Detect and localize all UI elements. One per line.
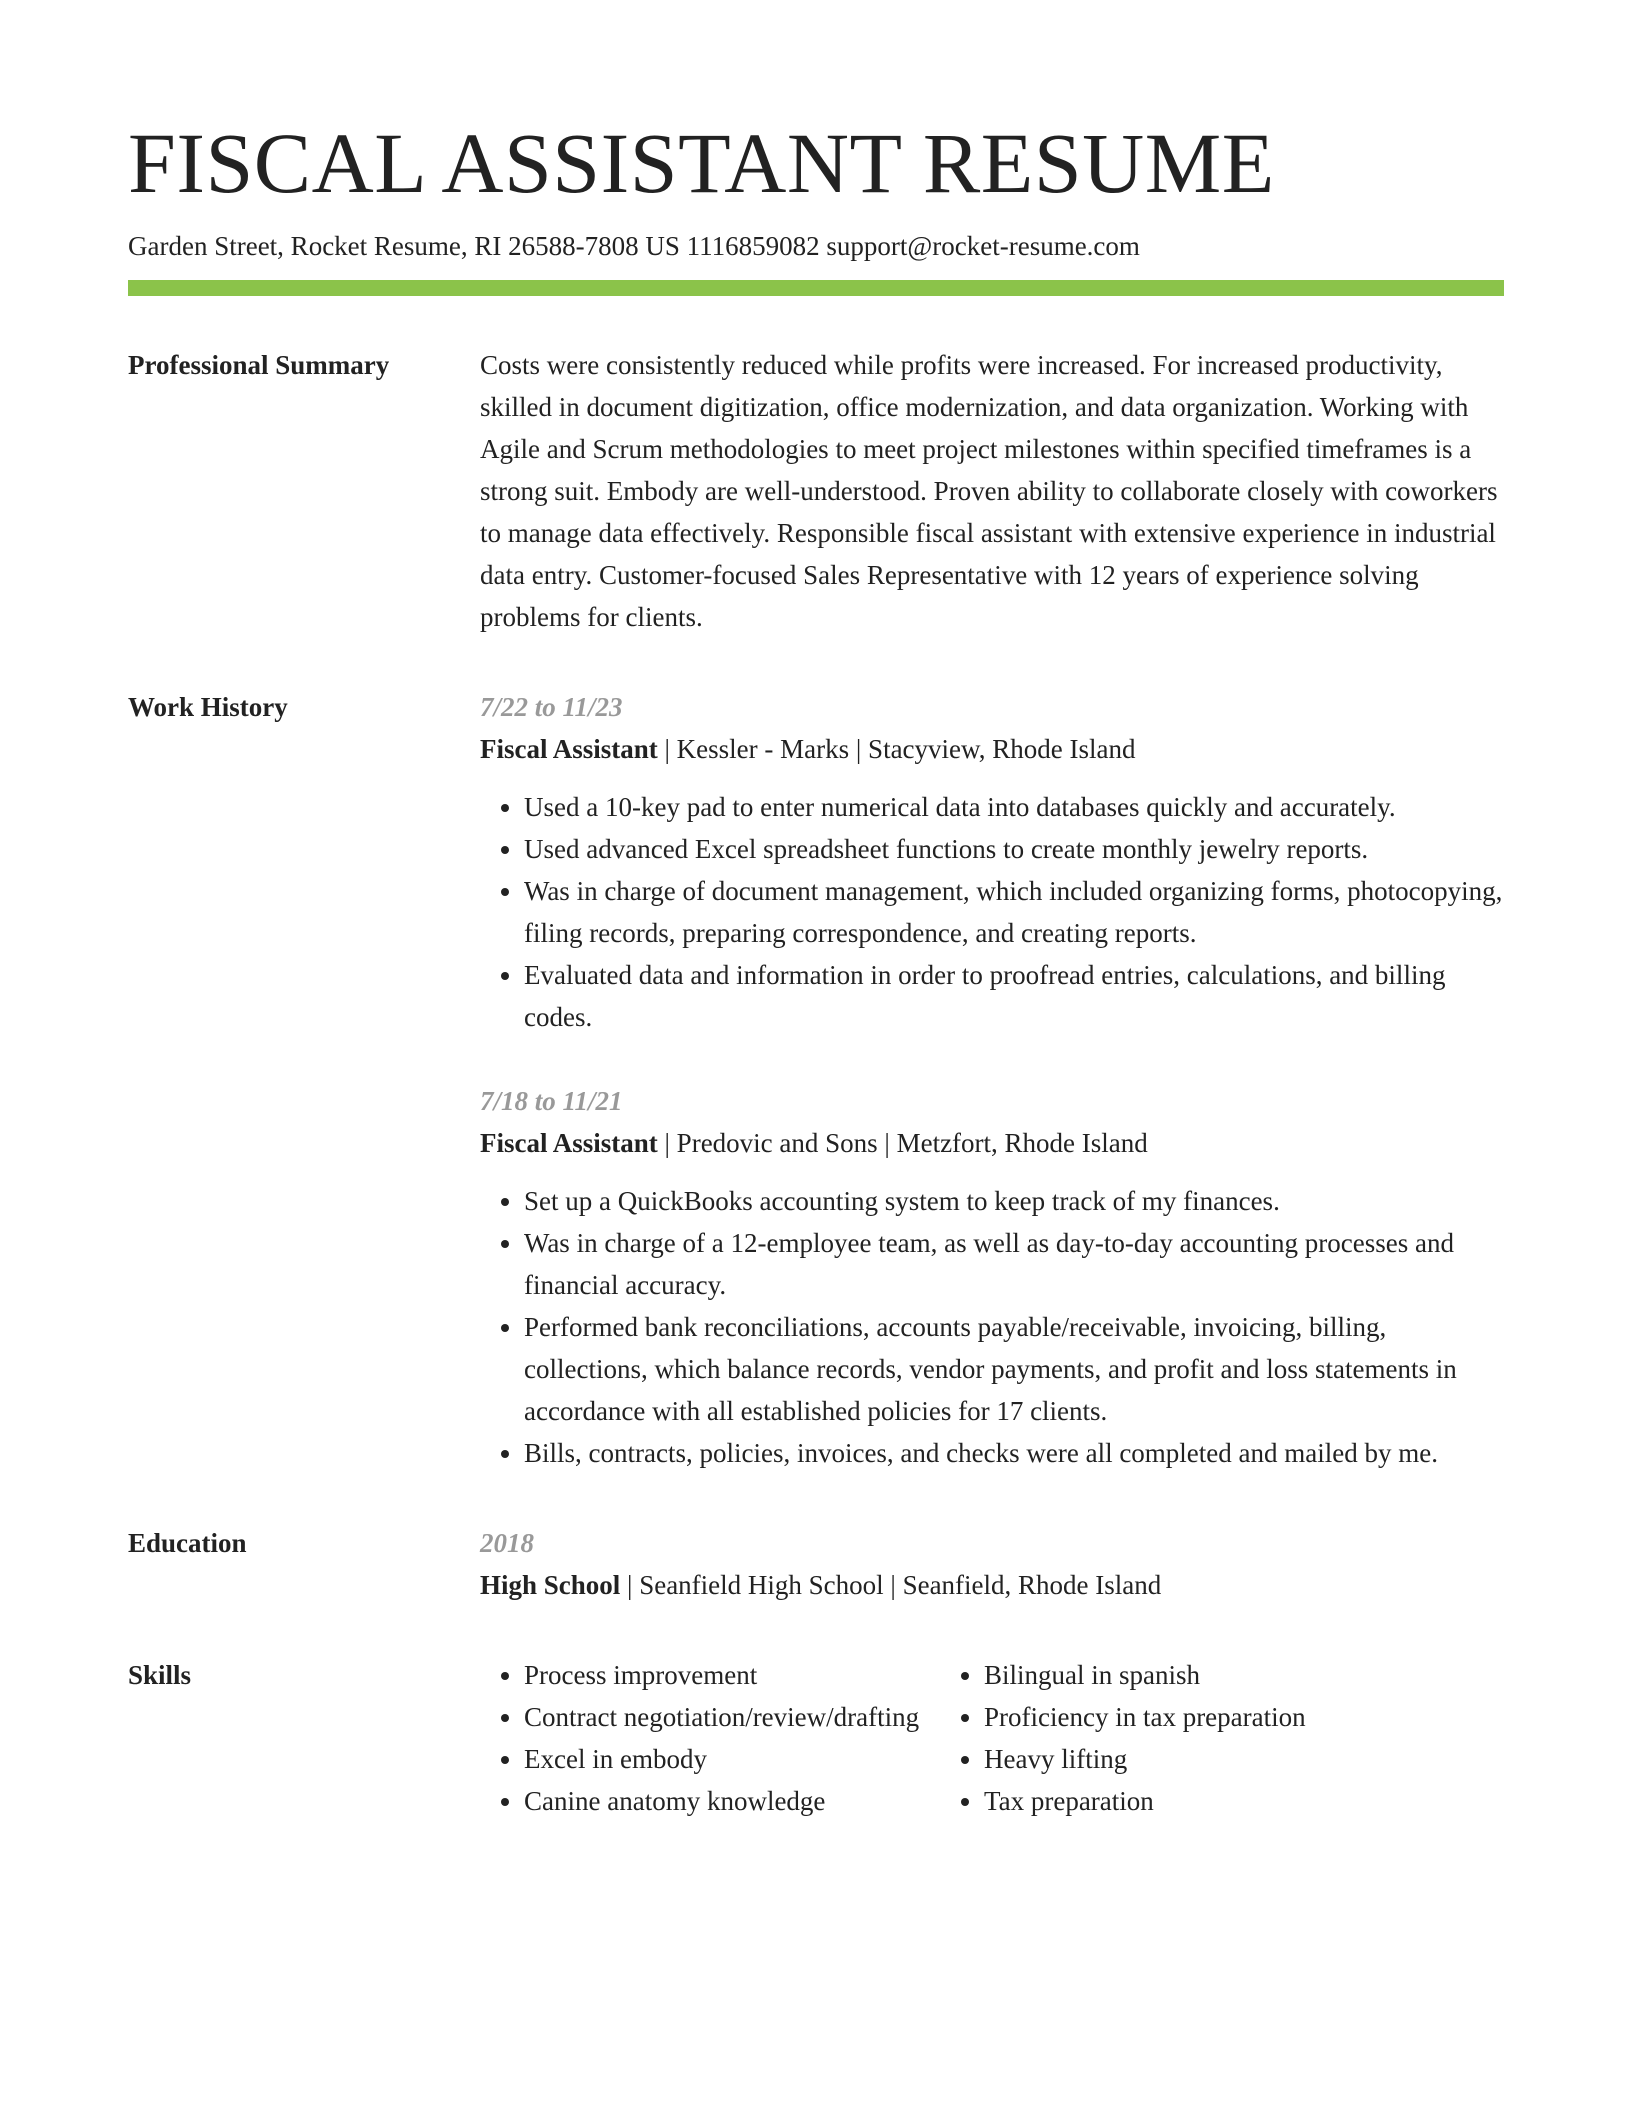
summary-body [480, 344, 1504, 638]
job-employer-location: | Predovic and Sons | Metzfort, Rhode Island [657, 1128, 1148, 1159]
job-title: Fiscal Assistant [480, 734, 658, 765]
skills-list-left [480, 1654, 940, 1822]
job-dates: 7/22 to 11/23 [480, 692, 623, 723]
skills-body [480, 1654, 1504, 1822]
education-degree: High School [480, 1570, 621, 1601]
resume-title: FISCAL ASSISTANT RESUME [128, 115, 1275, 211]
job-entry [480, 1080, 1504, 1474]
job-role-line [480, 1122, 1504, 1164]
job-duty: • Used advanced Excel spreadsheet functions to create monthly jewelry reports. [524, 828, 1504, 870]
summary-heading: Professional Summary [128, 350, 390, 381]
skill-item: • Heavy lifting [984, 1738, 1306, 1780]
job-duty: • Was in charge of document management, which included organizing forms, photocopying, filing records, preparing correspondence, and creating reports. [524, 870, 1504, 954]
work-history-section [128, 686, 1504, 1474]
job-employer-location: | Kessler - Marks | Stacyview, Rhode Island [657, 734, 1136, 765]
job-entry [480, 686, 1504, 1038]
job-duty: • Set up a QuickBooks accounting system to keep track of my finances. [524, 1180, 1504, 1222]
job-duty: • Performed bank reconciliations, accounts payable/receivable, invoicing, billing, collections, which balance records, vendor payments, and profit and loss statements in accordance with all established policies for 17 clients. [524, 1306, 1504, 1432]
education-year: 2018 [480, 1528, 534, 1559]
skills-heading: Skills [128, 1660, 192, 1691]
job-duty: • Was in charge of a 12-employee team, as well as day-to-day accounting processes and financial accuracy. [524, 1222, 1504, 1306]
job-duties-list [480, 1180, 1504, 1474]
job-duty: • Used a 10-key pad to enter numerical data into databases quickly and accurately. [524, 786, 1504, 828]
job-duties-list [480, 786, 1504, 1038]
skill-item: • Canine anatomy knowledge [524, 1780, 940, 1822]
skill-item: • Proficiency in tax preparation [984, 1696, 1306, 1738]
job-role-line [480, 728, 1504, 770]
skills-section [128, 1654, 1504, 1822]
skills-list-right [940, 1654, 1306, 1822]
education-body [480, 1522, 1504, 1606]
education-section [128, 1522, 1504, 1606]
skill-item: • Bilingual in spanish [984, 1654, 1306, 1696]
accent-divider [128, 280, 1504, 296]
job-duty: • Evaluated data and information in order to proofread entries, calculations, and billing codes. [524, 954, 1504, 1038]
work-history-body [480, 686, 1504, 1474]
work-history-heading: Work History [128, 692, 288, 723]
job-duty: • Bills, contracts, policies, invoices, and checks were all completed and mailed by me. [524, 1432, 1504, 1474]
summary-text: Costs were consistently reduced while profits were increased. For increased productivity, skilled in document digitization, office modernization, and data organization. Working with Agile and Scrum methodologies to meet project milestones within specified timeframes is a strong suit. Embody are well-understood. Proven ability to collaborate closely with coworkers to manage data effectively. Responsible fiscal assistant with extensive experience in industrial data entry. Customer-focused Sales Representative with 12 years of experience solving problems for clients. [480, 350, 1498, 633]
education-line [480, 1564, 1504, 1606]
skill-item: • Excel in embody [524, 1738, 940, 1780]
skill-item: • Contract negotiation/review/drafting [524, 1696, 940, 1738]
education-heading: Education [128, 1528, 247, 1559]
skill-item: • Tax preparation [984, 1780, 1306, 1822]
job-dates: 7/18 to 11/21 [480, 1086, 623, 1117]
contact-info: Garden Street, Rocket Resume, RI 26588-7808 US 1116859082 support@rocket-resume.com [128, 231, 1140, 261]
job-title: Fiscal Assistant [480, 1128, 658, 1159]
education-school-location: | Seanfield High School | Seanfield, Rhode Island [620, 1570, 1162, 1601]
skill-item: • Process improvement [524, 1654, 940, 1696]
skills-columns [480, 1654, 1504, 1822]
resume-page [128, 115, 1504, 1822]
summary-section [128, 344, 1504, 638]
